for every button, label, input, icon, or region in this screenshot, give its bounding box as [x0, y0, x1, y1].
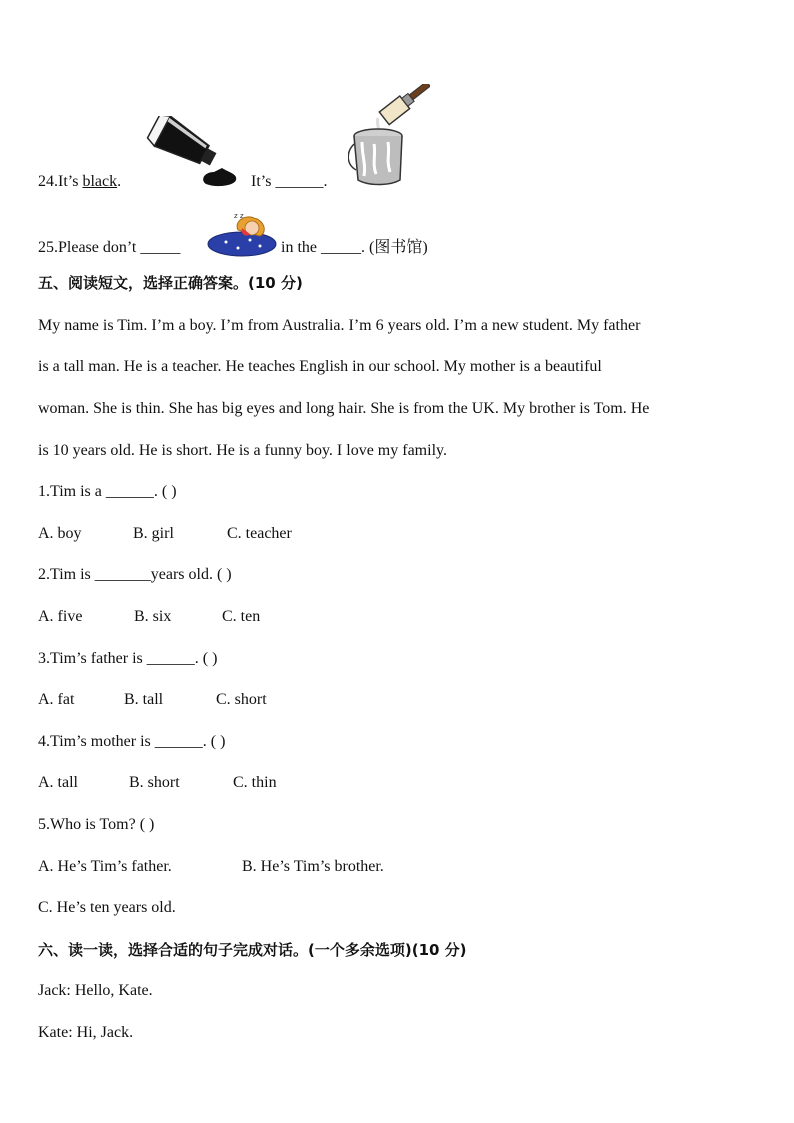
paint-bucket-brush-icon — [348, 84, 430, 190]
paint-tube-icon — [144, 116, 240, 188]
q24-suffix: . — [117, 173, 122, 190]
dialog-line-1: Jack: Hello, Kate. — [38, 982, 153, 999]
option-1b: B. girl — [133, 525, 174, 542]
question-3: 3.Tim’s father is ______. ( ) — [38, 650, 218, 667]
passage-line-4: is 10 years old. He is short. He is a funny boy. I love my family. — [38, 442, 447, 459]
option-4a: A. tall — [38, 774, 78, 791]
option-5a: A. He’s Tim’s father. — [38, 858, 172, 875]
dialog-line-2: Kate: Hi, Jack. — [38, 1024, 134, 1041]
q24-prefix: 24.It’s — [38, 173, 83, 190]
option-1a: A. boy — [38, 525, 82, 542]
section-6-title: 六、读一读，选择合适的句子完成对话。(一个多余选项)(10 分) — [38, 941, 467, 959]
option-5c: C. He’s ten years old. — [38, 899, 176, 916]
option-3c: C. short — [216, 691, 267, 708]
q24-word-black: black — [82, 173, 118, 190]
q25-part1: 25.Please don’t _____ — [38, 239, 181, 256]
q24-second: It’s ______. — [251, 173, 328, 190]
svg-text:z z: z z — [234, 212, 244, 220]
option-2a: A. five — [38, 608, 83, 625]
passage-line-1: My name is Tim. I’m a boy. I’m from Australia. I’m 6 years old. I’m a new student. My father — [38, 317, 641, 334]
option-2b: B. six — [134, 608, 172, 625]
option-5b: B. He’s Tim’s brother. — [242, 858, 384, 875]
question-24 — [38, 172, 121, 192]
question-4: 4.Tim’s mother is ______. ( ) — [38, 733, 226, 750]
option-4b: B. short — [129, 774, 180, 791]
question-5: 5.Who is Tom? ( ) — [38, 816, 155, 833]
question-2: 2.Tim is _______years old. ( ) — [38, 566, 232, 583]
option-4c: C. thin — [233, 774, 277, 791]
passage-line-2: is a tall man. He is a teacher. He teaches English in our school. My mother is a beautiful — [38, 358, 602, 375]
q25-part2: in the _____. (图书馆) — [281, 239, 428, 256]
sleeping-child-icon — [204, 206, 278, 260]
passage-line-3: woman. She is thin. She has big eyes and long hair. She is from the UK. My brother is Tom. He — [38, 400, 650, 417]
section-5-title: 五、阅读短文，选择正确答案。(10 分) — [38, 274, 303, 292]
option-3b: B. tall — [124, 691, 164, 708]
option-2c: C. ten — [222, 608, 261, 625]
option-3a: A. fat — [38, 691, 75, 708]
question-1: 1.Tim is a ______. ( ) — [38, 483, 177, 500]
option-1c: C. teacher — [227, 525, 292, 542]
